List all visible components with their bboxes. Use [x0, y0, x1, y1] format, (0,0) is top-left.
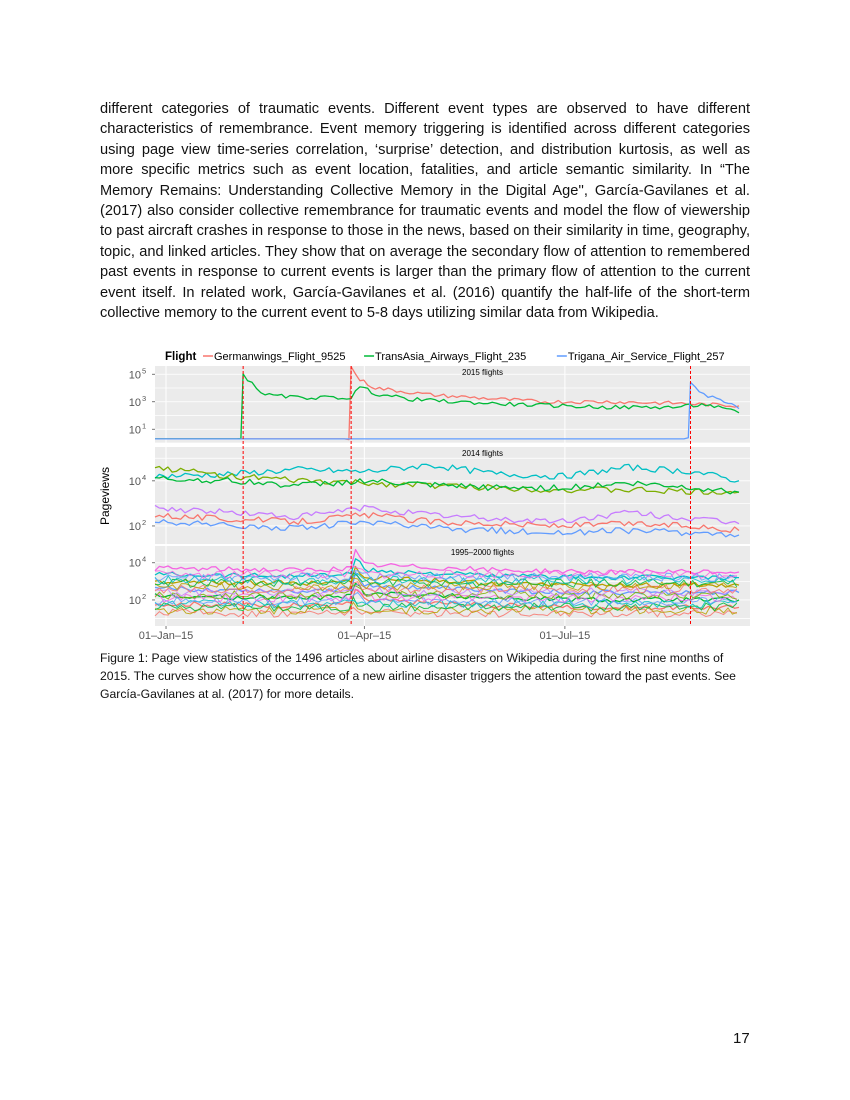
ytick-exp-0-2: 1: [142, 421, 147, 431]
ytick-exp-1-0: 4: [142, 472, 147, 482]
legend-label-0: Germanwings_Flight_9525: [214, 351, 346, 363]
panel-title-2: 1995–2000 flights: [450, 548, 515, 557]
ytick-exp-0-0: 5: [142, 366, 147, 376]
xtick-label-2: 01–Jul–15: [539, 630, 591, 642]
ytick-label-2-0: 10: [128, 557, 141, 570]
pageviews-chart: [95, 346, 755, 642]
ytick-label-1-1: 10: [128, 520, 141, 533]
ytick-exp-1-1: 2: [142, 517, 147, 527]
body-paragraph: different categories of traumatic events. Different event types are observed to have different characteristics of remembrance. Event memory triggering is identified across different categories using page view time-series correlation, ‘surprise’ detection, and distribution kurtosis, as well as more specific metrics such as event location, fatalities, and article semantic similarity. In “The Memory Remains: Understanding Collective Memory in the Digital Age'', García-Gavilanes et al. (2017) also consider collective remembrance for traumatic events and model the flow of viewership to past aircraft crashes in response to those in the news, based on their similarity in time, geography, topic, and linked articles. They show that on average the secondary flow of attention to remembered past events in response to current events is larger than the primary flow of attention to the current event itself. In related work, García-Gavilanes et al. (2016) quantify the half-life of the short-term collective memory to the current event to 5-8 days utilizing similar data from Wikipedia.: [100, 101, 750, 322]
legend-title: Flight: [165, 351, 197, 363]
ytick-exp-2-1: 2: [142, 591, 147, 601]
figure-1: [95, 346, 755, 642]
legend-label-1: TransAsia_Airways_Flight_235: [375, 351, 527, 363]
panel-title-1: 2014 flights: [462, 449, 503, 458]
ytick-label-0-1: 10: [128, 396, 141, 409]
legend-label-2: Trigana_Air_Service_Flight_257: [567, 351, 725, 363]
panel-title-0: 2015 flights: [462, 368, 503, 377]
ytick-exp-0-1: 3: [142, 393, 147, 403]
xtick-label-0: 01–Jan–15: [138, 630, 194, 642]
ytick-exp-2-0: 4: [142, 554, 147, 564]
figure-caption: Figure 1: Page view statistics of the 1496 articles about airline disasters on Wikipedia during the first nine months of 2015. The curves show how the occurrence of a new airline disaster triggers the attention toward the past events. See García-Gavilanes at al. (2017) for more details.: [100, 651, 736, 701]
ytick-label-0-0: 10: [128, 369, 141, 382]
xtick-label-1: 01–Apr–15: [337, 630, 392, 642]
ytick-label-2-1: 10: [128, 594, 141, 607]
ytick-label-0-2: 10: [128, 424, 141, 437]
y-axis-label: Pageviews: [98, 466, 112, 526]
page-number: 17: [733, 1030, 750, 1047]
ytick-label-1-0: 10: [128, 475, 141, 488]
